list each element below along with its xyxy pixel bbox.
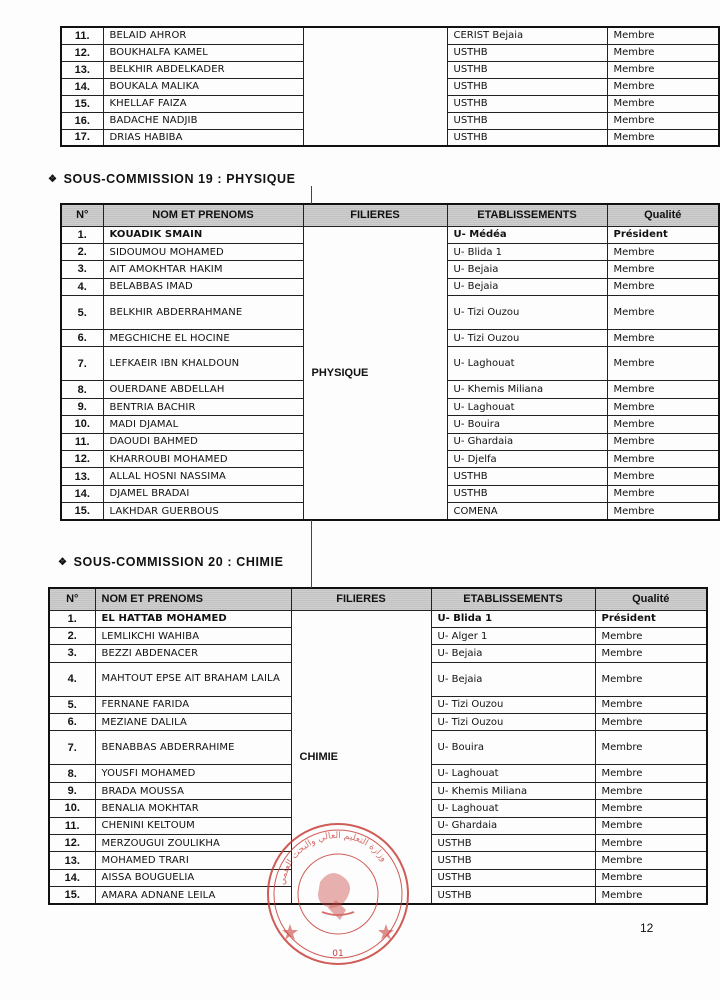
members-table-continued — [60, 26, 720, 147]
row-number: 12. — [49, 835, 95, 852]
member-name: CHENINI KELTOUM — [95, 817, 291, 834]
qualite: Membre — [595, 765, 707, 782]
header-qualite: Qualité — [595, 588, 707, 610]
member-name: KHELLAF FAIZA — [103, 95, 303, 112]
header-num: N° — [49, 588, 95, 610]
member-name: BELAID AHROR — [103, 27, 303, 44]
row-number: 13. — [61, 468, 103, 485]
establishment: U- Ghardaia — [447, 433, 607, 450]
qualite: Membre — [595, 817, 707, 834]
table-row — [61, 226, 719, 243]
member-name: EL HATTAB MOHAMED — [95, 610, 291, 627]
qualite: Membre — [607, 296, 719, 330]
member-name: AISSA BOUGUELIA — [95, 869, 291, 886]
qualite: Membre — [595, 869, 707, 886]
member-name: BEZZI ABDENACER — [95, 645, 291, 662]
filiere-cell — [303, 27, 447, 146]
row-number: 15. — [61, 503, 103, 520]
member-name: DRIAS HABIBA — [103, 129, 303, 146]
member-name: MERZOUGUI ZOULIKHA — [95, 835, 291, 852]
row-number: 1. — [61, 226, 103, 243]
row-number: 4. — [49, 662, 95, 696]
row-number: 13. — [49, 852, 95, 869]
row-number: 12. — [61, 451, 103, 468]
member-name: YOUSFI MOHAMED — [95, 765, 291, 782]
establishment: U- Khemis Miliana — [431, 782, 595, 799]
row-number: 12. — [61, 44, 103, 61]
physique-table — [60, 203, 720, 521]
row-number: 15. — [49, 887, 95, 904]
establishment: U- Laghouat — [431, 800, 595, 817]
qualite: Membre — [607, 485, 719, 502]
row-number: 9. — [49, 782, 95, 799]
member-name: MOHAMED TRARI — [95, 852, 291, 869]
qualite: Membre — [607, 416, 719, 433]
establishment: USTHB — [431, 869, 595, 886]
member-name: BADACHE NADJIB — [103, 112, 303, 129]
establishment: USTHB — [447, 78, 607, 95]
row-number: 2. — [49, 627, 95, 644]
qualite: Membre — [607, 78, 719, 95]
qualite: Membre — [607, 278, 719, 295]
member-name: BELKHIR ABDERRAHMANE — [103, 296, 303, 330]
row-number: 11. — [49, 817, 95, 834]
establishment: U- Tizi Ouzou — [447, 296, 607, 330]
row-number: 14. — [61, 78, 103, 95]
header-num: N° — [61, 204, 103, 226]
establishment: U- Khemis Miliana — [447, 381, 607, 398]
qualite: Membre — [607, 129, 719, 146]
qualite: Membre — [607, 112, 719, 129]
establishment: U- Blida 1 — [431, 610, 595, 627]
row-number: 11. — [61, 27, 103, 44]
qualite: Membre — [595, 714, 707, 731]
qualite: Membre — [595, 782, 707, 799]
row-number: 6. — [49, 714, 95, 731]
row-number: 16. — [61, 112, 103, 129]
section-19-title — [48, 172, 296, 186]
member-name: BENABBAS ABDERRAHIME — [95, 731, 291, 765]
qualite: Membre — [607, 451, 719, 468]
establishment: U- Laghouat — [431, 765, 595, 782]
establishment: U- Ghardaia — [431, 817, 595, 834]
member-name: LAKHDAR GUERBOUS — [103, 503, 303, 520]
member-name: MAHTOUT EPSE AIT BRAHAM LAILA — [95, 662, 291, 696]
member-name: BOUKALA MALIKA — [103, 78, 303, 95]
filiere-cell: CHIMIE — [291, 610, 431, 904]
qualite: Membre — [607, 27, 719, 44]
filiere-divider-line — [311, 186, 312, 204]
header-qualite: Qualité — [607, 204, 719, 226]
establishment: U- Bejaia — [431, 645, 595, 662]
qualite: Membre — [595, 731, 707, 765]
qualite: Membre — [595, 627, 707, 644]
establishment: U- Bejaia — [447, 261, 607, 278]
row-number: 11. — [61, 433, 103, 450]
member-name: FERNANE FARIDA — [95, 696, 291, 713]
qualite: Membre — [607, 347, 719, 381]
member-name: SIDOUMOU MOHAMED — [103, 243, 303, 260]
establishment: U- Bejaia — [447, 278, 607, 295]
qualite: Membre — [607, 398, 719, 415]
establishment: U- Tizi Ouzou — [447, 330, 607, 347]
row-number: 14. — [49, 869, 95, 886]
member-name: MEGCHICHE EL HOCINE — [103, 330, 303, 347]
row-number: 2. — [61, 243, 103, 260]
row-number: 1. — [49, 610, 95, 627]
establishment: U- Alger 1 — [431, 627, 595, 644]
establishment: U- Bouira — [447, 416, 607, 433]
qualite: Membre — [595, 645, 707, 662]
establishment: U- Tizi Ouzou — [431, 714, 595, 731]
member-name: KHARROUBI MOHAMED — [103, 451, 303, 468]
qualite: Membre — [607, 95, 719, 112]
establishment: USTHB — [447, 129, 607, 146]
svg-text:وزارة التعليم العالي والبحث ال: وزارة التعليم العالي والبحث العلمي — [277, 830, 389, 886]
header-etab: ETABLISSEMENTS — [431, 588, 595, 610]
member-name: ALLAL HOSNI NASSIMA — [103, 468, 303, 485]
section-20-title — [58, 555, 284, 569]
qualite: Membre — [607, 468, 719, 485]
qualite: Président — [595, 610, 707, 627]
establishment: CERIST Bejaia — [447, 27, 607, 44]
qualite: Membre — [595, 800, 707, 817]
stamp-number: 01 — [332, 949, 344, 959]
member-name: BELKHIR ABDELKADER — [103, 61, 303, 78]
qualite: Membre — [595, 662, 707, 696]
section-19-heading: SOUS-COMMISSION 19 : PHYSIQUE — [63, 172, 296, 186]
qualite: Membre — [595, 887, 707, 904]
qualite: Président — [607, 226, 719, 243]
filiere-cell: PHYSIQUE — [303, 226, 447, 520]
diamond-bullet-icon: ❖ — [58, 557, 68, 568]
row-number: 8. — [61, 381, 103, 398]
qualite: Membre — [607, 61, 719, 78]
establishment: U- Laghouat — [447, 398, 607, 415]
header-name: NOM ET PRENOMS — [95, 588, 291, 610]
establishment: U- Tizi Ouzou — [431, 696, 595, 713]
qualite: Membre — [607, 330, 719, 347]
member-name: LEMLIKCHI WAHIBA — [95, 627, 291, 644]
table-row — [49, 610, 707, 627]
row-number: 17. — [61, 129, 103, 146]
member-name: BOUKHALFA KAMEL — [103, 44, 303, 61]
member-name: MEZIANE DALILA — [95, 714, 291, 731]
establishment: USTHB — [447, 112, 607, 129]
row-number: 3. — [61, 261, 103, 278]
establishment: U- Médéa — [447, 226, 607, 243]
member-name: BENTRIA BACHIR — [103, 398, 303, 415]
qualite: Membre — [595, 696, 707, 713]
row-number: 4. — [61, 278, 103, 295]
establishment: USTHB — [447, 44, 607, 61]
qualite: Membre — [607, 44, 719, 61]
qualite: Membre — [595, 835, 707, 852]
member-name: DAOUDI BAHMED — [103, 433, 303, 450]
establishment: U- Laghouat — [447, 347, 607, 381]
page-number: 12 — [640, 921, 654, 935]
section-20-heading: SOUS-COMMISSION 20 : CHIMIE — [73, 555, 284, 569]
header-filiere: FILIERES — [303, 204, 447, 226]
member-name: LEFKAEIR IBN KHALDOUN — [103, 347, 303, 381]
qualite: Membre — [607, 261, 719, 278]
establishment: USTHB — [447, 95, 607, 112]
establishment: U- Djelfa — [447, 451, 607, 468]
establishment: USTHB — [431, 835, 595, 852]
row-number: 7. — [61, 347, 103, 381]
row-number: 5. — [49, 696, 95, 713]
header-etab: ETABLISSEMENTS — [447, 204, 607, 226]
row-number: 9. — [61, 398, 103, 415]
establishment: USTHB — [447, 468, 607, 485]
filiere-divider-line — [311, 520, 312, 588]
member-name: OUERDANE ABDELLAH — [103, 381, 303, 398]
qualite: Membre — [607, 503, 719, 520]
establishment: USTHB — [447, 61, 607, 78]
establishment: USTHB — [447, 485, 607, 502]
row-number: 10. — [49, 800, 95, 817]
row-number: 14. — [61, 485, 103, 502]
member-name: MADI DJAMAL — [103, 416, 303, 433]
row-number: 3. — [49, 645, 95, 662]
row-number: 10. — [61, 416, 103, 433]
header-filiere: FILIERES — [291, 588, 431, 610]
row-number: 8. — [49, 765, 95, 782]
member-name: AIT AMOKHTAR HAKIM — [103, 261, 303, 278]
diamond-bullet-icon: ❖ — [48, 174, 58, 185]
qualite: Membre — [607, 433, 719, 450]
row-number: 6. — [61, 330, 103, 347]
establishment: U- Bouira — [431, 731, 595, 765]
row-number: 5. — [61, 296, 103, 330]
official-stamp-seal — [262, 812, 414, 972]
establishment: COMENA — [447, 503, 607, 520]
establishment: U- Blida 1 — [447, 243, 607, 260]
establishment: USTHB — [431, 852, 595, 869]
header-name: NOM ET PRENOMS — [103, 204, 303, 226]
qualite: Membre — [607, 243, 719, 260]
qualite: Membre — [595, 852, 707, 869]
row-number: 13. — [61, 61, 103, 78]
qualite: Membre — [607, 381, 719, 398]
member-name: KOUADIK SMAIN — [103, 226, 303, 243]
member-name: BELABBAS IMAD — [103, 278, 303, 295]
establishment: U- Bejaia — [431, 662, 595, 696]
member-name: BENALIA MOKHTAR — [95, 800, 291, 817]
establishment: USTHB — [431, 887, 595, 904]
member-name: DJAMEL BRADAI — [103, 485, 303, 502]
table-row — [61, 27, 719, 44]
row-number: 15. — [61, 95, 103, 112]
row-number: 7. — [49, 731, 95, 765]
member-name: BRADA MOUSSA — [95, 782, 291, 799]
member-name: AMARA ADNANE LEILA — [95, 887, 291, 904]
